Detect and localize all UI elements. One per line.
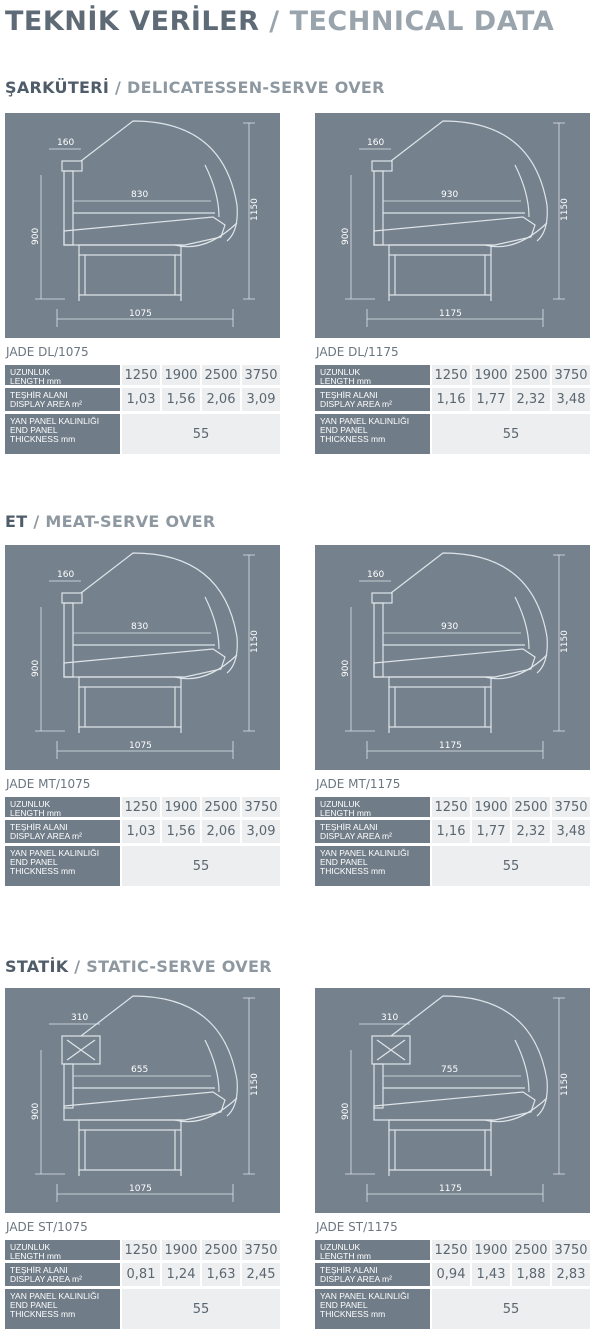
section-title-1 bbox=[5, 78, 385, 97]
display-label-en: DISPLAY AREA m² bbox=[320, 1274, 392, 1284]
length-value: 1250 bbox=[432, 1240, 470, 1260]
model-name: JADE ST/1075 bbox=[6, 1220, 88, 1234]
length-value: 1250 bbox=[122, 1240, 160, 1260]
length-value: 1250 bbox=[432, 797, 470, 817]
base-frame bbox=[79, 1120, 181, 1130]
display-label-tr: TEŞHİR ALANI bbox=[10, 1265, 68, 1275]
page-title-separator: / bbox=[269, 6, 280, 37]
section-title-tr: STATİK bbox=[5, 957, 69, 976]
end-panel-label bbox=[5, 846, 120, 886]
dim-height-label: 900 bbox=[31, 659, 41, 677]
length-value: 1250 bbox=[122, 797, 160, 817]
dim-total-height-label: 1150 bbox=[560, 630, 570, 653]
display-area-value: 2,32 bbox=[512, 388, 550, 411]
dim-depth-label: 1075 bbox=[129, 1184, 152, 1194]
dim-total-height-label: 1150 bbox=[250, 1073, 260, 1096]
length-label bbox=[315, 797, 430, 817]
dim-depth-label: 1075 bbox=[129, 309, 152, 319]
panel-label-en1: END PANEL bbox=[10, 857, 58, 867]
section-title-en: STATIC-SERVE OVER bbox=[86, 957, 272, 976]
display-area-label bbox=[5, 820, 120, 843]
back-wall bbox=[64, 171, 73, 245]
cabinet-section-drawing bbox=[5, 545, 280, 770]
end-panel-label bbox=[315, 1289, 430, 1329]
length-value: 2500 bbox=[202, 797, 240, 817]
base-frame bbox=[79, 245, 181, 255]
length-label-en: LENGTH mm bbox=[10, 808, 61, 818]
end-panel-value: 55 bbox=[432, 414, 590, 454]
length-value: 3750 bbox=[242, 1240, 280, 1260]
front-curve bbox=[485, 223, 547, 247]
length-row bbox=[5, 1240, 280, 1260]
display-area-value: 2,06 bbox=[202, 820, 240, 843]
display-area-value: 1,77 bbox=[472, 388, 510, 411]
technical-drawing bbox=[5, 988, 280, 1213]
dim-inner-label: 755 bbox=[441, 1065, 459, 1075]
curved-glass-inner bbox=[515, 165, 529, 217]
top-shelf bbox=[372, 161, 392, 171]
display-area-row bbox=[5, 388, 280, 411]
model-name: JADE ST/1175 bbox=[316, 1220, 398, 1234]
section-title-en: MEAT-SERVE OVER bbox=[45, 512, 216, 531]
display-label-tr: TEŞHİR ALANI bbox=[320, 390, 378, 400]
display-area-value: 1,03 bbox=[122, 820, 160, 843]
display-deck bbox=[374, 1092, 535, 1120]
display-deck bbox=[64, 1092, 225, 1120]
dim-inner-label: 830 bbox=[131, 190, 149, 200]
dim-depth-label: 1075 bbox=[129, 741, 152, 751]
cabinet-section-drawing bbox=[5, 988, 280, 1213]
dim-top-label: 160 bbox=[57, 570, 75, 580]
curved-glass-outer bbox=[391, 553, 547, 673]
display-area-label bbox=[5, 1263, 120, 1286]
display-area-value: 0,94 bbox=[432, 1263, 470, 1286]
end-panel-label bbox=[315, 414, 430, 454]
display-deck bbox=[64, 649, 225, 677]
length-value: 1900 bbox=[162, 1240, 200, 1260]
panel-label-en1: END PANEL bbox=[320, 857, 368, 867]
display-deck bbox=[374, 649, 535, 677]
length-value: 1900 bbox=[162, 797, 200, 817]
display-area-value: 2,06 bbox=[202, 388, 240, 411]
model-name: JADE DL/1175 bbox=[316, 345, 399, 359]
dim-top-label: 160 bbox=[367, 570, 385, 580]
end-panel-value: 55 bbox=[432, 1289, 590, 1329]
length-value: 2500 bbox=[512, 797, 550, 817]
length-value: 2500 bbox=[202, 1240, 240, 1260]
length-label bbox=[315, 1240, 430, 1260]
section-title-2 bbox=[5, 512, 216, 531]
length-value: 3750 bbox=[552, 365, 590, 385]
display-area-label bbox=[5, 388, 120, 411]
curved-glass-outer bbox=[391, 996, 547, 1116]
length-label bbox=[5, 365, 120, 385]
length-value: 3750 bbox=[242, 365, 280, 385]
length-value: 3750 bbox=[552, 1240, 590, 1260]
end-panel-label bbox=[5, 1289, 120, 1329]
end-panel-row bbox=[5, 414, 280, 454]
model-name: JADE MT/1075 bbox=[6, 777, 91, 791]
length-label-en: LENGTH mm bbox=[320, 808, 371, 818]
length-label bbox=[5, 797, 120, 817]
display-label-en: DISPLAY AREA m² bbox=[10, 399, 82, 409]
panel-label-en2: THICKNESS mm bbox=[320, 866, 386, 876]
dim-height-label: 900 bbox=[341, 659, 351, 677]
panel-label-en2: THICKNESS mm bbox=[10, 1309, 76, 1319]
curved-glass-inner bbox=[515, 1040, 529, 1092]
front-curve bbox=[175, 223, 237, 247]
length-value: 3750 bbox=[552, 797, 590, 817]
display-area-label bbox=[315, 388, 430, 411]
technical-drawing bbox=[5, 545, 280, 770]
panel-label-en1: END PANEL bbox=[320, 1300, 368, 1310]
front-curve bbox=[485, 655, 547, 679]
length-value: 1250 bbox=[432, 365, 470, 385]
display-label-tr: TEŞHİR ALANI bbox=[10, 390, 68, 400]
base-frame bbox=[389, 1120, 491, 1130]
model-name: JADE DL/1075 bbox=[6, 345, 89, 359]
end-panel-row bbox=[5, 1289, 280, 1329]
technical-drawing bbox=[315, 988, 590, 1213]
display-area-value: 1,56 bbox=[162, 388, 200, 411]
length-value: 1900 bbox=[472, 1240, 510, 1260]
panel-label-en2: THICKNESS mm bbox=[10, 866, 76, 876]
end-panel-value: 55 bbox=[122, 846, 280, 886]
dim-height-label: 900 bbox=[341, 1102, 351, 1120]
curved-glass-outer bbox=[81, 553, 237, 673]
panel-label-tr: YAN PANEL KALINLIĞI bbox=[10, 1291, 100, 1301]
display-area-value: 1,63 bbox=[202, 1263, 240, 1286]
curved-glass-outer bbox=[391, 121, 547, 241]
dim-inner-label: 830 bbox=[131, 622, 149, 632]
display-area-value: 3,09 bbox=[242, 388, 280, 411]
length-row bbox=[5, 797, 280, 817]
end-panel-row bbox=[5, 846, 280, 886]
display-label-en: DISPLAY AREA m² bbox=[10, 1274, 82, 1284]
dim-total-height-label: 1150 bbox=[560, 198, 570, 221]
display-label-tr: TEŞHİR ALANI bbox=[10, 822, 68, 832]
panel-label-en1: END PANEL bbox=[10, 425, 58, 435]
display-deck bbox=[374, 217, 535, 245]
length-label-en: LENGTH mm bbox=[320, 1251, 371, 1261]
section-title-en: DELICATESSEN-SERVE OVER bbox=[127, 78, 385, 97]
length-value: 2500 bbox=[512, 365, 550, 385]
dim-total-height-label: 1150 bbox=[250, 198, 260, 221]
dim-total-height-label: 1150 bbox=[560, 1073, 570, 1096]
length-label-en: LENGTH mm bbox=[10, 376, 61, 386]
length-label-tr: UZUNLUK bbox=[320, 1242, 361, 1252]
end-panel-row bbox=[315, 414, 590, 454]
display-area-value: 1,16 bbox=[432, 388, 470, 411]
display-area-label bbox=[315, 820, 430, 843]
back-wall bbox=[64, 1064, 73, 1108]
display-area-row bbox=[315, 1263, 590, 1286]
length-label bbox=[5, 1240, 120, 1260]
base-frame bbox=[79, 677, 181, 687]
section-title-3 bbox=[5, 957, 272, 976]
front-curve bbox=[485, 1098, 547, 1122]
storage-box-cross bbox=[67, 1040, 95, 1060]
display-area-value: 2,32 bbox=[512, 820, 550, 843]
display-area-value: 1,43 bbox=[472, 1263, 510, 1286]
length-row bbox=[315, 797, 590, 817]
section-title-tr: ŞARKÜTERİ bbox=[5, 78, 110, 97]
panel-label-tr: YAN PANEL KALINLIĞI bbox=[320, 1291, 410, 1301]
end-panel-row bbox=[315, 1289, 590, 1329]
display-area-value: 3,09 bbox=[242, 820, 280, 843]
display-area-value: 1,24 bbox=[162, 1263, 200, 1286]
cabinet-section-drawing bbox=[5, 113, 280, 338]
panel-label-tr: YAN PANEL KALINLIĞI bbox=[10, 848, 100, 858]
end-panel-value: 55 bbox=[122, 1289, 280, 1329]
panel-label-en2: THICKNESS mm bbox=[320, 1309, 386, 1319]
curved-glass-inner bbox=[515, 597, 529, 649]
display-deck bbox=[64, 217, 225, 245]
display-label-tr: TEŞHİR ALANI bbox=[320, 822, 378, 832]
display-area-value: 2,83 bbox=[552, 1263, 590, 1286]
length-row bbox=[5, 365, 280, 385]
panel-label-tr: YAN PANEL KALINLIĞI bbox=[320, 416, 410, 426]
technical-drawing bbox=[315, 545, 590, 770]
cabinet-section-drawing bbox=[315, 988, 590, 1213]
back-wall bbox=[374, 171, 383, 245]
length-label-tr: UZUNLUK bbox=[320, 799, 361, 809]
end-panel-value: 55 bbox=[122, 414, 280, 454]
section-title-separator: / bbox=[33, 512, 46, 531]
length-label-tr: UZUNLUK bbox=[10, 1242, 51, 1252]
display-area-value: 1,03 bbox=[122, 388, 160, 411]
dim-height-label: 900 bbox=[341, 227, 351, 245]
curved-glass-inner bbox=[205, 597, 219, 649]
front-curve bbox=[175, 1098, 237, 1122]
display-area-row bbox=[5, 1263, 280, 1286]
dim-depth-label: 1175 bbox=[439, 309, 462, 319]
display-area-value: 0,81 bbox=[122, 1263, 160, 1286]
display-area-value: 1,16 bbox=[432, 820, 470, 843]
dim-top-label: 160 bbox=[367, 138, 385, 148]
display-label-en: DISPLAY AREA m² bbox=[320, 831, 392, 841]
panel-label-en1: END PANEL bbox=[320, 425, 368, 435]
length-value: 3750 bbox=[242, 797, 280, 817]
dim-top-label: 310 bbox=[381, 1013, 399, 1023]
page-title-en: TECHNICAL DATA bbox=[289, 6, 555, 37]
base-frame bbox=[389, 245, 491, 255]
display-area-value: 1,56 bbox=[162, 820, 200, 843]
dim-inner-label: 655 bbox=[131, 1065, 149, 1075]
display-area-value: 1,77 bbox=[472, 820, 510, 843]
cabinet-section-drawing bbox=[315, 545, 590, 770]
display-area-label bbox=[315, 1263, 430, 1286]
end-panel-label bbox=[5, 414, 120, 454]
length-label-tr: UZUNLUK bbox=[10, 799, 51, 809]
base-frame bbox=[389, 677, 491, 687]
panel-label-en1: END PANEL bbox=[10, 1300, 58, 1310]
display-area-row bbox=[315, 820, 590, 843]
technical-drawing bbox=[315, 113, 590, 338]
dim-height-label: 900 bbox=[31, 227, 41, 245]
length-label-tr: UZUNLUK bbox=[320, 367, 361, 377]
display-area-value: 1,88 bbox=[512, 1263, 550, 1286]
section-title-tr: ET bbox=[5, 512, 28, 531]
length-value: 1900 bbox=[472, 797, 510, 817]
display-label-tr: TEŞHİR ALANI bbox=[320, 1265, 378, 1275]
page-title bbox=[5, 6, 554, 37]
top-shelf bbox=[62, 593, 82, 603]
dim-depth-label: 1175 bbox=[439, 1184, 462, 1194]
end-panel-value: 55 bbox=[432, 846, 590, 886]
length-label bbox=[315, 365, 430, 385]
curved-glass-outer bbox=[81, 996, 237, 1116]
length-label-en: LENGTH mm bbox=[320, 376, 371, 386]
front-curve bbox=[175, 655, 237, 679]
back-wall bbox=[64, 603, 73, 677]
section-title-separator: / bbox=[115, 78, 128, 97]
end-panel-label bbox=[315, 846, 430, 886]
storage-box-cross bbox=[377, 1040, 405, 1060]
length-label-en: LENGTH mm bbox=[10, 1251, 61, 1261]
panel-label-en2: THICKNESS mm bbox=[320, 434, 386, 444]
panel-label-tr: YAN PANEL KALINLIĞI bbox=[10, 416, 100, 426]
panel-label-en2: THICKNESS mm bbox=[10, 434, 76, 444]
dim-total-height-label: 1150 bbox=[250, 630, 260, 653]
display-area-row bbox=[315, 388, 590, 411]
dim-inner-label: 930 bbox=[441, 622, 459, 632]
display-area-value: 3,48 bbox=[552, 388, 590, 411]
curved-glass-inner bbox=[205, 165, 219, 217]
end-panel-row bbox=[315, 846, 590, 886]
display-label-en: DISPLAY AREA m² bbox=[10, 831, 82, 841]
section-title-separator: / bbox=[74, 957, 87, 976]
top-shelf bbox=[62, 161, 82, 171]
length-value: 1900 bbox=[472, 365, 510, 385]
dim-top-label: 310 bbox=[71, 1013, 89, 1023]
technical-drawing bbox=[5, 113, 280, 338]
length-value: 2500 bbox=[512, 1240, 550, 1260]
curved-glass-outer bbox=[81, 121, 237, 241]
curved-glass-inner bbox=[205, 1040, 219, 1092]
dim-inner-label: 930 bbox=[441, 190, 459, 200]
length-value: 1900 bbox=[162, 365, 200, 385]
length-value: 2500 bbox=[202, 365, 240, 385]
panel-label-tr: YAN PANEL KALINLIĞI bbox=[320, 848, 410, 858]
back-wall bbox=[374, 1064, 383, 1108]
page-title-tr: TEKNİK VERİLER bbox=[5, 6, 260, 37]
model-name: JADE MT/1175 bbox=[316, 777, 401, 791]
top-shelf bbox=[372, 593, 392, 603]
display-label-en: DISPLAY AREA m² bbox=[320, 399, 392, 409]
dim-depth-label: 1175 bbox=[439, 741, 462, 751]
length-row bbox=[315, 365, 590, 385]
display-area-value: 3,48 bbox=[552, 820, 590, 843]
length-value: 1250 bbox=[122, 365, 160, 385]
back-wall bbox=[374, 603, 383, 677]
length-row bbox=[315, 1240, 590, 1260]
dim-top-label: 160 bbox=[57, 138, 75, 148]
display-area-value: 2,45 bbox=[242, 1263, 280, 1286]
length-label-tr: UZUNLUK bbox=[10, 367, 51, 377]
cabinet-section-drawing bbox=[315, 113, 590, 338]
display-area-row bbox=[5, 820, 280, 843]
dim-height-label: 900 bbox=[31, 1102, 41, 1120]
